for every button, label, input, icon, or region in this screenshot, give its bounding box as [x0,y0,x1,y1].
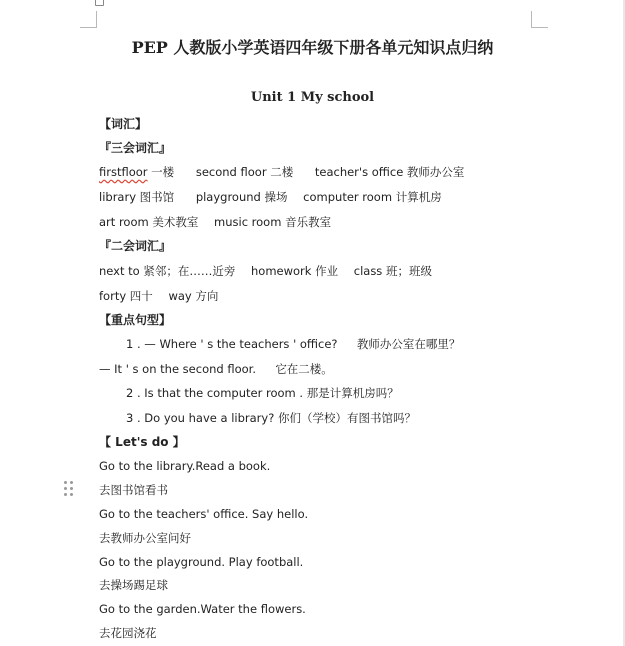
vocab-meaning: 方向 [195,289,219,303]
sentence-chinese: 教师办公室在哪里？ [356,337,461,351]
vocab-word: homework [251,264,312,278]
sentence-3: 3 . Do you have a library? 你们（学校）有图书馆吗？ [126,411,416,425]
vocab-meaning: 计算机房 [395,190,442,204]
lets-do-line: 去操场踢足球 [99,578,168,592]
section-lets-do: 【 Let's do 】 [99,435,185,449]
vocab-row-3 [99,214,331,230]
vocab-word: computer room [303,190,393,204]
vocab-meaning: 紧邻；在……近旁 [143,264,236,278]
section-key-sentences: 【重点句型】 [99,313,172,327]
lets-do-line: 去图书馆看书 [99,483,168,497]
vocab-word: library [99,190,136,204]
vocab-word: class [353,264,383,278]
vocab-word: playground [195,190,261,204]
lets-do-line: 去教师办公室问好 [99,531,191,545]
section-vocabulary: 【词汇】 [99,117,148,131]
vocab-word: firstfloor [99,165,148,179]
lets-do-line: 去花园浇花 [99,626,157,640]
sentence-chinese: 它在二楼。 [275,362,333,376]
vocab-meaning: 二楼 [270,165,294,179]
vocab-word: way [168,289,192,303]
vocab-word: music room [214,215,282,229]
vocab-meaning: 作业 [315,264,339,278]
vocab-row-2 [99,189,442,205]
vocab-meaning: 美术教室 [152,215,199,229]
vocab-word: next to [99,264,140,278]
vocab-word: art room [99,215,149,229]
lets-do-line: Go to the teachers' office. Say hello. [99,507,309,521]
vocab-meaning: 教师办公室 [406,165,465,179]
vocab-meaning: 四十 [129,289,153,303]
sentence-1-question [126,336,460,352]
section-two-level-vocab: 『二会词汇』 [99,239,172,253]
vocab-meaning: 班；班级 [385,264,432,278]
sentence-2: 2 . Is that the computer room . 那是计算机房吗？ [126,386,399,400]
vocab-meaning: 一楼 [151,165,175,179]
sentence-1-answer [99,361,333,377]
vocab-row-4 [99,263,432,279]
lets-do-line: Go to the playground. Play football. [99,555,304,569]
section-three-level-vocab: 『三会词汇』 [99,141,172,155]
vocab-meaning: 图书馆 [139,190,175,204]
vocab-row-1 [99,164,464,180]
vocab-word: forty [99,289,127,303]
sentence-english: 1 . — Where ' s the teachers ' office? [126,337,338,351]
vocab-row-5 [99,288,218,304]
lets-do-line: Go to the library.Read a book. [99,459,271,473]
vocab-meaning: 音乐教室 [285,215,332,229]
vocab-word: teacher's office [314,165,404,179]
vocab-meaning: 操场 [264,190,288,204]
sentence-english: — It ' s on the second floor. [99,362,256,376]
unit-title: Unit 1 My school [250,90,375,105]
vocab-word: second floor [195,165,267,179]
lets-do-line: Go to the garden.Water the flowers. [99,602,306,616]
document-title: PEP 人教版小学英语四年级下册各单元知识点归纳 [131,38,494,57]
